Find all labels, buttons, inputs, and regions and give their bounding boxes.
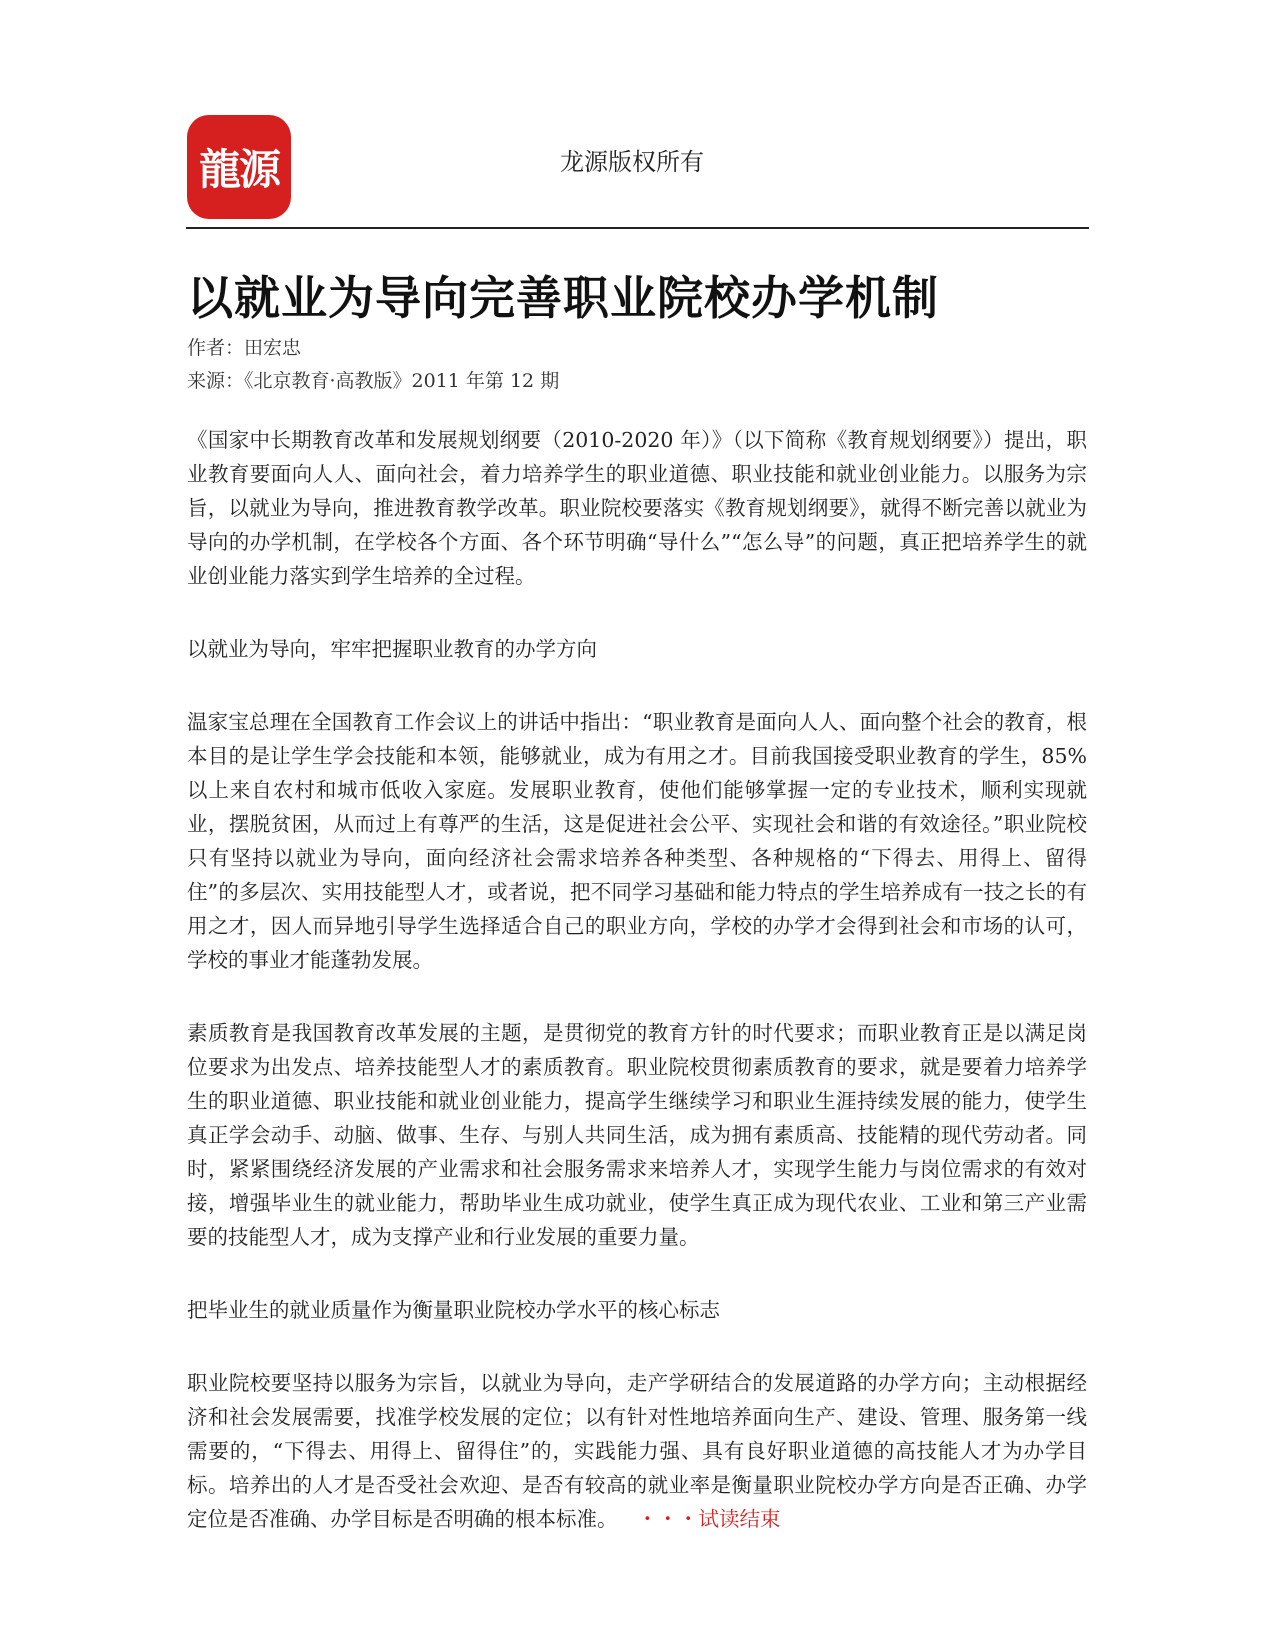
article-author: 作者：田宏忠: [187, 337, 302, 359]
article-title: 以就业为导向完善职业院校办学机制: [187, 271, 939, 325]
logo-text: 龍源: [198, 145, 279, 194]
article-body: [187, 423, 1087, 1575]
header-divider: [186, 227, 1089, 229]
section-heading: 以就业为导向，牢牢把握职业教育的办学方向: [187, 637, 597, 661]
paragraph: 素质教育是我国教育改革发展的主题，是贯彻党的教育方针的时代要求；而职业教育正是以满足岗位要求为出发点、培养技能型人才的素质教育。职业院校贯彻素质教育的要求，就是要着力培养学生的职业道德、职业技能和就业创业能力，提高学生继续学习和职业生涯持续发展的能力，使学生真正学会动手、动脑、做事、生存、与别人共同生活，成为拥有素质高、技能精的现代劳动者。同时，紧紧围绕经济发展的产业需求和社会服务需求来培养人才，实现学生能力与岗位需求的有效对接，增强毕业生的就业能力，帮助毕业生成功就业，使学生真正成为现代农业、工业和第三产业需要的技能型人才，成为支撑产业和行业发展的重要力量。: [187, 1021, 1087, 1249]
header-title: 龙源版权所有: [560, 148, 704, 176]
paragraph: 《国家中长期教育改革和发展规划纲要（2010-2020 年）》（以下简称《教育规划纲要》）提出，职业教育要面向人人、面向社会，着力培养学生的职业道德、职业技能和就业创业能力。以服务为宗旨，以就业为导向，推进教育教学改革。职业院校要落实《教育规划纲要》，就得不断完善以就业为导向的办学机制，在学校各个方面、各个环节明确“导什么”“怎么导”的问题，真正把培养学生的就业创业能力落实到学生培养的全过程。: [187, 428, 1087, 588]
trial-end-notice: ・・・试读结束: [637, 1507, 781, 1531]
longyuan-logo: [187, 115, 291, 219]
section-heading: 把毕业生的就业质量作为衡量职业院校办学水平的核心标志: [187, 1298, 720, 1322]
paragraph-text: 职业院校要坚持以服务为宗旨，以就业为导向，走产学研结合的发展道路的办学方向；主动根据经济和社会发展需要，找准学校发展的定位；以有针对性地培养面向生产、建设、管理、服务第一线需要的，“下得去、用得上、留得住”的，实践能力强、具有良好职业道德的高技能人才为办学目标。培养出的人才是否受社会欢迎、是否有较高的就业率是衡量职业院校办学方向是否正确、办学定位是否准确、办学目标是否明确的根本标准。: [187, 1371, 1087, 1531]
paragraph-last: [187, 1366, 1087, 1536]
article-source: 来源：《北京教育·高教版》2011 年第 12 期: [187, 370, 560, 392]
paragraph: 温家宝总理在全国教育工作会议上的讲话中指出：“职业教育是面向人人、面向整个社会的教育，根本目的是让学生学会技能和本领，能够就业，成为有用之才。目前我国接受职业教育的学生，85%以上来自农村和城市低收入家庭。发展职业教育，使他们能够掌握一定的专业技术，顺利实现就业，摆脱贫困，从而过上有尊严的生活，这是促进社会公平、实现社会和谐的有效途径。”职业院校只有坚持以就业为导向，面向经济社会需求培养各种类型、各种规格的“下得去、用得上、留得住”的多层次、实用技能型人才，或者说，把不同学习基础和能力特点的学生培养成有一技之长的有用之才，因人而异地引导学生选择适合自己的职业方向，学校的办学才会得到社会和市场的认可，学校的事业才能蓬勃发展。: [187, 710, 1087, 972]
